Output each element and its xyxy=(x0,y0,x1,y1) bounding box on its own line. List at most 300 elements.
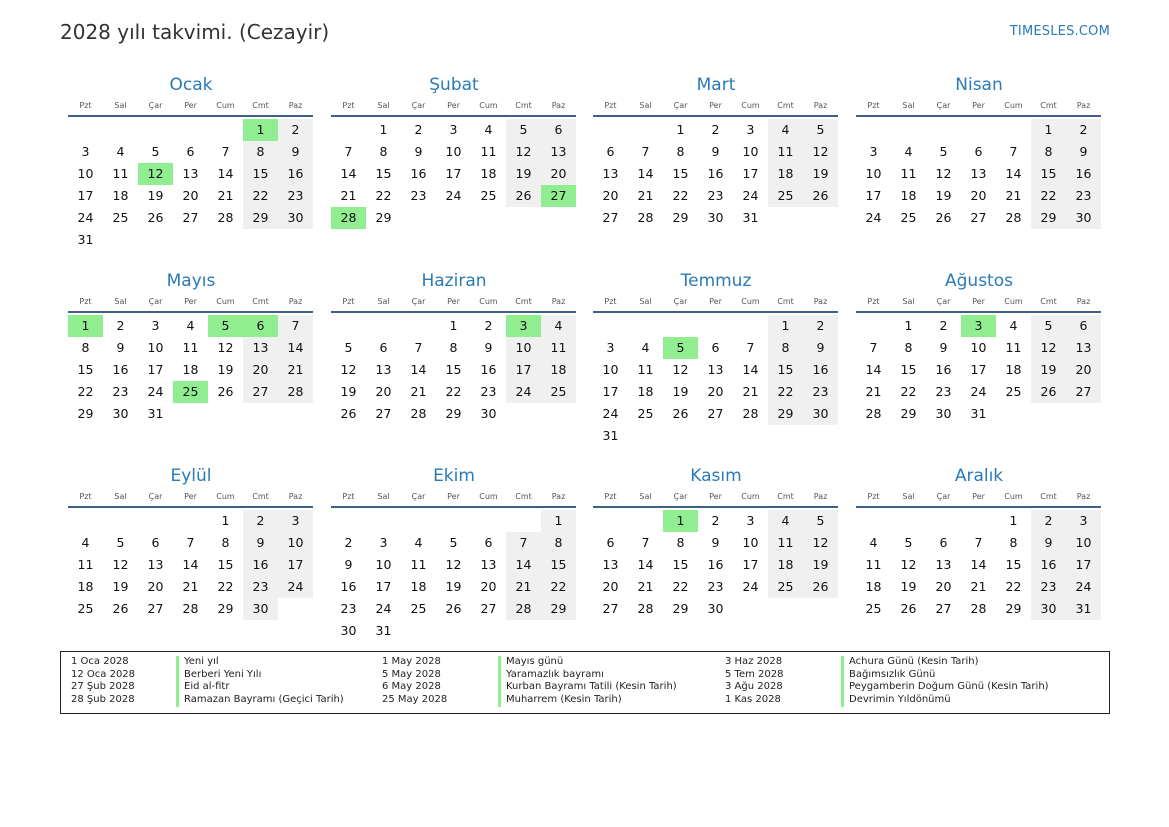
weekday-label: Çar xyxy=(673,492,688,501)
month-calendar xyxy=(68,270,314,425)
day-cell: 16 xyxy=(935,362,952,377)
day-cell: 11 xyxy=(480,144,497,159)
weekday-label: Sal xyxy=(639,297,652,306)
day-cell: 23 xyxy=(410,188,427,203)
day-cell: 1 xyxy=(904,318,913,333)
day-cell: 2 xyxy=(711,122,720,137)
day-cell: 19 xyxy=(340,384,357,399)
empty-cell xyxy=(961,119,996,141)
day-cell: 23 xyxy=(707,579,724,594)
weekday-label: Sal xyxy=(902,297,915,306)
weekday-label: Çar xyxy=(673,297,688,306)
day-cell: 5 xyxy=(803,119,838,141)
day-cell: 29 xyxy=(375,210,392,225)
day-cell: 23 xyxy=(243,576,278,598)
day-cell: 10 xyxy=(445,144,462,159)
day-cell: 18 xyxy=(112,188,129,203)
empty-cell xyxy=(331,119,366,141)
day-cell: 9 xyxy=(278,141,313,163)
empty-cell xyxy=(68,510,103,532)
weekday-label: Sal xyxy=(114,297,127,306)
weekday-label: Paz xyxy=(813,492,828,501)
month-name: Ağustos xyxy=(945,271,1013,291)
legend-holiday: Yeni yıl xyxy=(184,656,219,667)
empty-cell xyxy=(628,119,663,141)
day-cell: 24 xyxy=(278,576,313,598)
day-cell: 30 xyxy=(1066,207,1101,229)
weekday-label: Paz xyxy=(288,297,303,306)
day-cell: 18 xyxy=(410,579,427,594)
day-cell: 6 xyxy=(606,535,615,550)
empty-cell xyxy=(856,119,891,141)
day-cell: 4 xyxy=(81,535,90,550)
day-cell: 12 xyxy=(445,557,462,572)
day-cell: 17 xyxy=(77,188,94,203)
day-cell: 4 xyxy=(768,119,803,141)
day-cell: 2 xyxy=(116,318,125,333)
day-cell: 14 xyxy=(865,362,882,377)
day-cell: 15 xyxy=(1031,163,1066,185)
month-name: Ocak xyxy=(169,75,213,95)
day-cell: 8 xyxy=(243,141,278,163)
day-cell: 3 xyxy=(81,144,90,159)
day-cell: 4 xyxy=(641,340,650,355)
weekday-label: Sal xyxy=(377,101,390,110)
empty-cell xyxy=(173,119,208,141)
month-calendar xyxy=(856,465,1102,620)
day-cell: 28 xyxy=(742,406,759,421)
month-name: Kasım xyxy=(690,466,742,486)
day-cell: 21 xyxy=(506,576,541,598)
weekday-label: Cmt xyxy=(777,492,794,501)
day-cell: 22 xyxy=(1005,579,1022,594)
day-cell: 20 xyxy=(970,188,987,203)
page-title: 2028 yılı takvimi. (Cezayir) xyxy=(60,20,330,44)
brand-link[interactable]: TIMESLES.COM xyxy=(1009,24,1110,39)
day-cell: 21 xyxy=(340,188,357,203)
day-cell: 4 xyxy=(869,535,878,550)
day-cell: 13 xyxy=(602,557,619,572)
day-grid xyxy=(593,119,839,229)
weekday-label: Cum xyxy=(479,492,498,501)
weekday-label: Pzt xyxy=(604,492,617,501)
empty-cell xyxy=(506,510,541,532)
day-cell: 29 xyxy=(77,406,94,421)
day-cell: 25 xyxy=(77,601,94,616)
legend-date: 12 Oca 2028 xyxy=(71,668,136,680)
day-cell: 29 xyxy=(217,601,234,616)
header-divider xyxy=(68,311,313,313)
day-cell: 25 xyxy=(480,188,497,203)
day-cell: 9 xyxy=(803,337,838,359)
day-cell: 1 xyxy=(541,510,576,532)
day-cell: 4 xyxy=(484,122,493,137)
day-cell: 7 xyxy=(344,144,353,159)
weekday-label: Cum xyxy=(216,297,235,306)
day-cell: 10 xyxy=(865,166,882,181)
day-cell: 9 xyxy=(1066,141,1101,163)
weekday-label: Paz xyxy=(551,101,566,110)
weekday-label: Paz xyxy=(1076,492,1091,501)
day-cell: 17 xyxy=(375,579,392,594)
day-cell: 15 xyxy=(1005,557,1022,572)
month-calendar xyxy=(856,270,1102,425)
day-cell: 4 xyxy=(904,144,913,159)
header-divider xyxy=(856,311,1101,313)
day-cell: 13 xyxy=(147,557,164,572)
day-cell: 11 xyxy=(637,362,654,377)
weekday-label: Sal xyxy=(377,297,390,306)
day-cell: 1 xyxy=(1009,513,1018,528)
day-cell: 8 xyxy=(379,144,388,159)
day-cell: 13 xyxy=(541,141,576,163)
day-cell: 16 xyxy=(480,362,497,377)
day-cell: 27 xyxy=(243,381,278,403)
day-cell: 24 xyxy=(970,384,987,399)
weekday-label: Cmt xyxy=(1040,492,1057,501)
day-cell: 10 xyxy=(970,340,987,355)
day-cell: 14 xyxy=(410,362,427,377)
month-calendar xyxy=(68,465,314,620)
weekday-label: Pzt xyxy=(867,101,880,110)
day-cell: 7 xyxy=(278,315,313,337)
day-cell: 24 xyxy=(602,406,619,421)
month-calendar xyxy=(593,74,839,229)
day-cell: 20 xyxy=(1066,359,1101,381)
day-grid xyxy=(856,510,1102,620)
day-cell: 16 xyxy=(243,554,278,576)
day-cell: 19 xyxy=(506,163,541,185)
weekday-header xyxy=(331,99,577,113)
day-cell: 18 xyxy=(637,384,654,399)
day-cell: 12 xyxy=(803,532,838,554)
weekday-label: Paz xyxy=(551,297,566,306)
day-cell: 19 xyxy=(217,362,234,377)
day-cell: 15 xyxy=(77,362,94,377)
day-cell: 18 xyxy=(480,166,497,181)
day-cell: 3 xyxy=(278,510,313,532)
day-cell: 6 xyxy=(379,340,388,355)
legend-dates-2 xyxy=(382,656,447,707)
header-divider xyxy=(593,311,838,313)
legend-holiday: Devrimin Yıldönümü xyxy=(849,694,951,706)
weekday-header xyxy=(593,99,839,113)
day-cell: 7 xyxy=(641,144,650,159)
weekday-label: Cum xyxy=(216,101,235,110)
empty-cell xyxy=(628,315,663,337)
day-cell: 14 xyxy=(217,166,234,181)
weekday-header xyxy=(331,490,577,504)
day-cell: 12 xyxy=(803,141,838,163)
day-cell: 5 xyxy=(506,119,541,141)
month-calendar xyxy=(68,74,314,251)
day-cell: 18 xyxy=(900,188,917,203)
day-cell: 19 xyxy=(672,384,689,399)
day-cell: 27 xyxy=(375,406,392,421)
weekday-label: Çar xyxy=(411,101,426,110)
day-cell: 2 xyxy=(484,318,493,333)
day-cell: 28 xyxy=(410,406,427,421)
day-cell: 21 xyxy=(742,384,759,399)
day-cell: 8 xyxy=(1031,141,1066,163)
day-cell: 12 xyxy=(1031,337,1066,359)
empty-cell xyxy=(926,119,961,141)
day-cell: 8 xyxy=(1009,535,1018,550)
day-cell: 20 xyxy=(602,188,619,203)
day-cell: 7 xyxy=(641,535,650,550)
empty-cell xyxy=(68,119,103,141)
empty-cell xyxy=(366,510,401,532)
day-cell: 19 xyxy=(445,579,462,594)
weekday-label: Per xyxy=(447,101,460,110)
day-cell: 5 xyxy=(939,144,948,159)
day-cell: 15 xyxy=(243,163,278,185)
legend-holiday: Yaramazlık bayramı xyxy=(506,668,604,680)
day-cell: 10 xyxy=(602,362,619,377)
day-cell: 23 xyxy=(803,381,838,403)
weekday-label: Cum xyxy=(1004,492,1023,501)
month-name: Şubat xyxy=(429,75,479,95)
empty-cell xyxy=(891,119,926,141)
day-cell: 17 xyxy=(602,384,619,399)
weekday-label: Per xyxy=(184,101,197,110)
day-cell: 23 xyxy=(340,601,357,616)
day-cell: 20 xyxy=(480,579,497,594)
day-cell: 23 xyxy=(278,185,313,207)
day-cell: 30 xyxy=(707,601,724,616)
day-cell: 14 xyxy=(637,557,654,572)
day-cell: 3 xyxy=(1066,510,1101,532)
month-name: Ekim xyxy=(433,466,475,486)
day-cell: 1 xyxy=(676,122,685,137)
header-divider xyxy=(856,115,1101,117)
day-cell: 16 xyxy=(1066,163,1101,185)
month-calendar xyxy=(593,270,839,447)
day-cell: 8 xyxy=(541,532,576,554)
day-cell: 29 xyxy=(768,403,803,425)
holiday-day: 3 xyxy=(961,315,996,337)
day-grid xyxy=(856,119,1102,229)
empty-cell xyxy=(856,510,891,532)
day-cell: 30 xyxy=(1031,598,1066,620)
day-cell: 9 xyxy=(1031,532,1066,554)
header-divider xyxy=(593,506,838,508)
day-cell: 22 xyxy=(1031,185,1066,207)
day-cell: 9 xyxy=(711,144,720,159)
empty-cell xyxy=(103,510,138,532)
day-cell: 21 xyxy=(865,384,882,399)
day-cell: 21 xyxy=(970,579,987,594)
day-cell: 22 xyxy=(900,384,917,399)
empty-cell xyxy=(663,315,698,337)
holiday-day: 27 xyxy=(541,185,576,207)
day-cell: 11 xyxy=(541,337,576,359)
day-cell: 30 xyxy=(803,403,838,425)
day-cell: 4 xyxy=(116,144,125,159)
day-cell: 16 xyxy=(410,166,427,181)
day-cell: 17 xyxy=(742,166,759,181)
day-cell: 28 xyxy=(1005,210,1022,225)
weekday-label: Sal xyxy=(114,101,127,110)
empty-cell xyxy=(996,119,1031,141)
weekday-label: Cum xyxy=(1004,101,1023,110)
day-cell: 26 xyxy=(1031,381,1066,403)
day-cell: 1 xyxy=(221,513,230,528)
day-cell: 14 xyxy=(970,557,987,572)
weekday-label: Cmt xyxy=(1040,101,1057,110)
empty-cell xyxy=(138,510,173,532)
legend-holiday: Berberi Yeni Yılı xyxy=(184,668,262,680)
legend-names-3 xyxy=(841,656,1049,707)
day-cell: 2 xyxy=(1031,510,1066,532)
day-cell: 17 xyxy=(865,188,882,203)
day-cell: 11 xyxy=(77,557,94,572)
holiday-legend xyxy=(60,651,1110,714)
legend-date: 1 Oca 2028 xyxy=(71,656,129,667)
legend-date: 27 Şub 2028 xyxy=(71,681,135,693)
weekday-label: Cmt xyxy=(515,297,532,306)
day-cell: 22 xyxy=(217,579,234,594)
weekday-header xyxy=(68,490,314,504)
legend-names-1 xyxy=(176,656,344,707)
empty-cell xyxy=(593,119,628,141)
day-cell: 7 xyxy=(746,340,755,355)
day-cell: 30 xyxy=(340,623,357,638)
legend-holiday: Kurban Bayramı Tatili (Kesin Tarih) xyxy=(506,681,677,693)
day-cell: 7 xyxy=(186,535,195,550)
day-cell: 29 xyxy=(1031,207,1066,229)
empty-cell xyxy=(401,510,436,532)
legend-dates-1 xyxy=(71,656,135,707)
weekday-label: Sal xyxy=(377,492,390,501)
day-cell: 15 xyxy=(375,166,392,181)
day-cell: 28 xyxy=(217,210,234,225)
day-cell: 2 xyxy=(803,315,838,337)
day-cell: 17 xyxy=(147,362,164,377)
day-cell: 28 xyxy=(506,598,541,620)
weekday-label: Per xyxy=(447,297,460,306)
empty-cell xyxy=(208,119,243,141)
day-cell: 17 xyxy=(445,166,462,181)
legend-holiday: Eid al-fitr xyxy=(184,681,230,693)
day-cell: 15 xyxy=(541,554,576,576)
day-grid xyxy=(856,315,1102,425)
day-cell: 20 xyxy=(707,384,724,399)
day-cell: 30 xyxy=(935,406,952,421)
day-cell: 29 xyxy=(1005,601,1022,616)
day-cell: 3 xyxy=(746,513,755,528)
empty-cell xyxy=(698,315,733,337)
legend-names-2 xyxy=(498,656,677,707)
day-cell: 6 xyxy=(711,340,720,355)
day-cell: 14 xyxy=(182,557,199,572)
weekday-label: Sal xyxy=(639,492,652,501)
day-cell: 22 xyxy=(672,188,689,203)
weekday-label: Per xyxy=(184,297,197,306)
weekday-label: Çar xyxy=(936,297,951,306)
day-cell: 17 xyxy=(506,359,541,381)
day-grid xyxy=(68,315,314,425)
day-cell: 7 xyxy=(221,144,230,159)
day-cell: 15 xyxy=(217,557,234,572)
day-cell: 11 xyxy=(410,557,427,572)
day-cell: 21 xyxy=(278,359,313,381)
holiday-day: 1 xyxy=(243,119,278,141)
day-cell: 24 xyxy=(147,384,164,399)
day-cell: 24 xyxy=(865,210,882,225)
weekday-label: Çar xyxy=(673,101,688,110)
day-cell: 2 xyxy=(939,318,948,333)
day-cell: 13 xyxy=(1066,337,1101,359)
weekday-label: Paz xyxy=(551,492,566,501)
day-cell: 25 xyxy=(112,210,129,225)
legend-date: 6 May 2028 xyxy=(382,681,441,693)
day-cell: 6 xyxy=(541,119,576,141)
legend-date: 28 Şub 2028 xyxy=(71,694,135,706)
day-cell: 15 xyxy=(768,359,803,381)
day-cell: 23 xyxy=(112,384,129,399)
holiday-day: 3 xyxy=(506,315,541,337)
month-calendar xyxy=(593,465,839,620)
day-cell: 27 xyxy=(707,406,724,421)
day-grid xyxy=(331,119,577,229)
day-cell: 20 xyxy=(243,359,278,381)
day-cell: 11 xyxy=(182,340,199,355)
day-cell: 15 xyxy=(672,557,689,572)
weekday-header xyxy=(856,99,1102,113)
day-cell: 25 xyxy=(900,210,917,225)
day-cell: 3 xyxy=(449,122,458,137)
day-cell: 11 xyxy=(112,166,129,181)
day-cell: 9 xyxy=(711,535,720,550)
day-cell: 22 xyxy=(77,384,94,399)
day-cell: 26 xyxy=(112,601,129,616)
day-cell: 30 xyxy=(243,598,278,620)
day-cell: 20 xyxy=(935,579,952,594)
day-cell: 9 xyxy=(116,340,125,355)
weekday-label: Cmt xyxy=(252,101,269,110)
legend-holiday: Ramazan Bayramı (Geçici Tarih) xyxy=(184,694,344,706)
header-divider xyxy=(331,311,576,313)
day-cell: 3 xyxy=(746,122,755,137)
header-divider xyxy=(68,115,313,117)
day-cell: 31 xyxy=(1066,598,1101,620)
weekday-label: Cmt xyxy=(1040,297,1057,306)
day-cell: 26 xyxy=(803,185,838,207)
day-cell: 24 xyxy=(445,188,462,203)
day-cell: 6 xyxy=(484,535,493,550)
legend-date: 25 May 2028 xyxy=(382,694,448,706)
day-cell: 28 xyxy=(637,210,654,225)
day-cell: 31 xyxy=(742,210,759,225)
day-cell: 7 xyxy=(414,340,423,355)
day-cell: 7 xyxy=(1009,144,1018,159)
day-cell: 12 xyxy=(900,557,917,572)
weekday-label: Sal xyxy=(902,492,915,501)
day-cell: 24 xyxy=(742,188,759,203)
day-cell: 31 xyxy=(602,428,619,443)
day-cell: 2 xyxy=(344,535,353,550)
day-grid xyxy=(593,315,839,447)
day-cell: 9 xyxy=(344,557,353,572)
day-cell: 25 xyxy=(637,406,654,421)
weekday-label: Pzt xyxy=(79,492,92,501)
weekday-label: Pzt xyxy=(604,101,617,110)
day-cell: 18 xyxy=(77,579,94,594)
empty-cell xyxy=(401,315,436,337)
legend-date: 5 May 2028 xyxy=(382,668,441,680)
holiday-day: 5 xyxy=(663,337,698,359)
